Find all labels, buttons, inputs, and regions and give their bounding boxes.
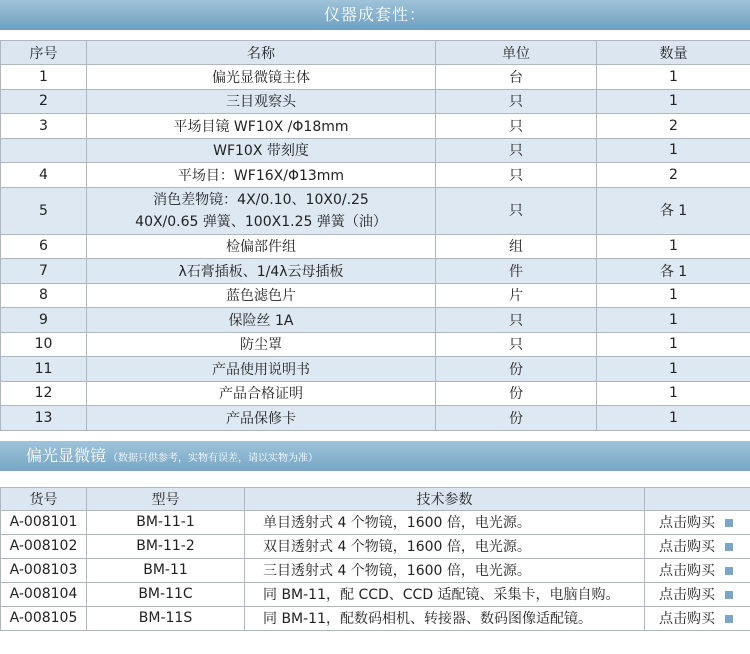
product-row (1, 582, 750, 606)
kit-row (1, 259, 750, 284)
kit-qty: 1 (597, 234, 750, 259)
kit-unit: 台 (436, 65, 597, 90)
product-model: BM-11 (87, 558, 245, 582)
product-model: BM-11-1 (87, 510, 245, 534)
kit-no: 7 (1, 259, 87, 284)
buy-button[interactable] (645, 606, 750, 630)
kit-name: 防尘罩 (87, 332, 436, 357)
product-section-note: （数据只供参考，实物有误差，请以实物为准） (108, 452, 319, 464)
buy-button[interactable] (645, 558, 750, 582)
product-sku: A-008105 (1, 606, 87, 630)
kit-table (0, 40, 750, 431)
kit-row (1, 89, 750, 114)
kit-qty: 1 (597, 283, 750, 308)
kit-qty: 2 (597, 163, 750, 188)
kit-no: 8 (1, 283, 87, 308)
col-header-name: 名称 (87, 41, 436, 65)
kit-unit: 片 (436, 283, 597, 308)
square-icon (725, 615, 733, 623)
kit-unit: 只 (436, 89, 597, 114)
product-model: BM-11-2 (87, 534, 245, 558)
kit-name: 保险丝 1A (87, 308, 436, 333)
kit-no: 4 (1, 163, 87, 188)
kit-qty: 1 (597, 357, 750, 382)
col-header-no: 序号 (1, 41, 87, 65)
kit-unit: 份 (436, 357, 597, 382)
kit-row (1, 65, 750, 90)
kit-no: 11 (1, 357, 87, 382)
kit-name-line2: 40X/0.65 弹簧、100X1.25 弹簧（油） (135, 213, 387, 230)
kit-no: 10 (1, 332, 87, 357)
kit-name: 产品保修卡 (87, 406, 436, 431)
kit-row (1, 381, 750, 406)
kit-unit: 只 (436, 308, 597, 333)
product-spec: 双目透射式 4 个物镜，1600 倍，电光源。 (245, 534, 645, 558)
product-spec: 同 BM-11，配 CCD、CCD 适配镜、采集卡，电脑自购。 (245, 582, 645, 606)
kit-unit: 只 (436, 187, 597, 234)
kit-name: 平场目：WF16X/Φ13mm (87, 163, 436, 188)
kit-unit: 只 (436, 163, 597, 188)
kit-no: 3 (1, 114, 87, 139)
buy-button[interactable] (645, 534, 750, 558)
product-row (1, 510, 750, 534)
kit-no: 13 (1, 406, 87, 431)
kit-unit: 份 (436, 406, 597, 431)
buy-label[interactable]: 点击购买 (659, 563, 715, 579)
product-sku: A-008102 (1, 534, 87, 558)
kit-unit: 件 (436, 259, 597, 284)
kit-row (1, 114, 750, 139)
product-model: BM-11S (87, 606, 245, 630)
kit-name: 产品使用说明书 (87, 357, 436, 382)
kit-qty: 1 (597, 406, 750, 431)
product-row (1, 534, 750, 558)
col-header-unit: 单位 (436, 41, 597, 65)
square-icon (725, 591, 733, 599)
kit-no (1, 138, 87, 163)
kit-unit: 只 (436, 114, 597, 139)
square-icon (725, 519, 733, 527)
kit-qty: 1 (597, 381, 750, 406)
kit-row (1, 406, 750, 431)
kit-qty: 1 (597, 332, 750, 357)
col-header-model: 型号 (87, 487, 245, 510)
kit-name-line1: 消色差物镜：4X/0.10、10X0/.25 (153, 191, 369, 208)
kit-name: WF10X 带刻度 (87, 138, 436, 163)
kit-no: 6 (1, 234, 87, 259)
col-header-spec: 技术参数 (245, 487, 645, 510)
kit-row (1, 234, 750, 259)
col-header-sku: 货号 (1, 487, 87, 510)
kit-no: 5 (1, 187, 87, 234)
kit-name: 平场目镜 WF10X /Φ18mm (87, 114, 436, 139)
kit-name (87, 187, 436, 234)
kit-header (0, 0, 750, 30)
product-sku: A-008103 (1, 558, 87, 582)
kit-unit: 组 (436, 234, 597, 259)
kit-row (1, 357, 750, 382)
kit-row (1, 138, 750, 163)
product-table-header (1, 487, 750, 510)
product-sku: A-008104 (1, 582, 87, 606)
product-row (1, 558, 750, 582)
product-row (1, 606, 750, 630)
kit-qty: 1 (597, 308, 750, 333)
kit-qty: 2 (597, 114, 750, 139)
product-spec: 单目透射式 4 个物镜，1600 倍，电光源。 (245, 510, 645, 534)
kit-qty: 1 (597, 65, 750, 90)
kit-unit: 只 (436, 332, 597, 357)
product-spec: 同 BM-11，配数码相机、转接器、数码图像适配镜。 (245, 606, 645, 630)
kit-name: 偏光显微镜主体 (87, 65, 436, 90)
kit-no: 2 (1, 89, 87, 114)
kit-row (1, 308, 750, 333)
square-icon (725, 543, 733, 551)
buy-button[interactable] (645, 510, 750, 534)
kit-name: 产品合格证明 (87, 381, 436, 406)
kit-row (1, 187, 750, 234)
kit-qty: 1 (597, 138, 750, 163)
product-section-title: 偏光显微镜 (26, 445, 107, 465)
kit-no: 9 (1, 308, 87, 333)
product-sku: A-008101 (1, 510, 87, 534)
kit-row (1, 163, 750, 188)
kit-row (1, 283, 750, 308)
product-model: BM-11C (87, 582, 245, 606)
buy-button[interactable] (645, 582, 750, 606)
square-icon (725, 567, 733, 575)
product-spec: 三目透射式 4 个物镜，1600 倍，电光源。 (245, 558, 645, 582)
buy-label[interactable]: 点击购买 (659, 611, 715, 627)
buy-label[interactable]: 点击购买 (659, 587, 715, 603)
kit-no: 12 (1, 381, 87, 406)
col-header-buy (645, 487, 750, 510)
kit-unit: 只 (436, 138, 597, 163)
kit-name: 三目观察头 (87, 89, 436, 114)
buy-label[interactable]: 点击购买 (659, 539, 715, 555)
kit-unit: 份 (436, 381, 597, 406)
kit-row (1, 332, 750, 357)
kit-table-header (1, 41, 750, 65)
kit-header-title: 仪器成套性： (323, 5, 426, 24)
col-header-qty: 数量 (597, 41, 750, 65)
kit-no: 1 (1, 65, 87, 90)
product-table (0, 487, 750, 631)
product-section-header (0, 441, 750, 471)
kit-name: λ石膏插板、1/4λ云母插板 (87, 259, 436, 284)
kit-qty: 各 1 (597, 259, 750, 284)
kit-name: 蓝色滤色片 (87, 283, 436, 308)
kit-qty: 1 (597, 89, 750, 114)
buy-label[interactable]: 点击购买 (659, 515, 715, 531)
kit-name: 检偏部件组 (87, 234, 436, 259)
kit-qty: 各 1 (597, 187, 750, 234)
